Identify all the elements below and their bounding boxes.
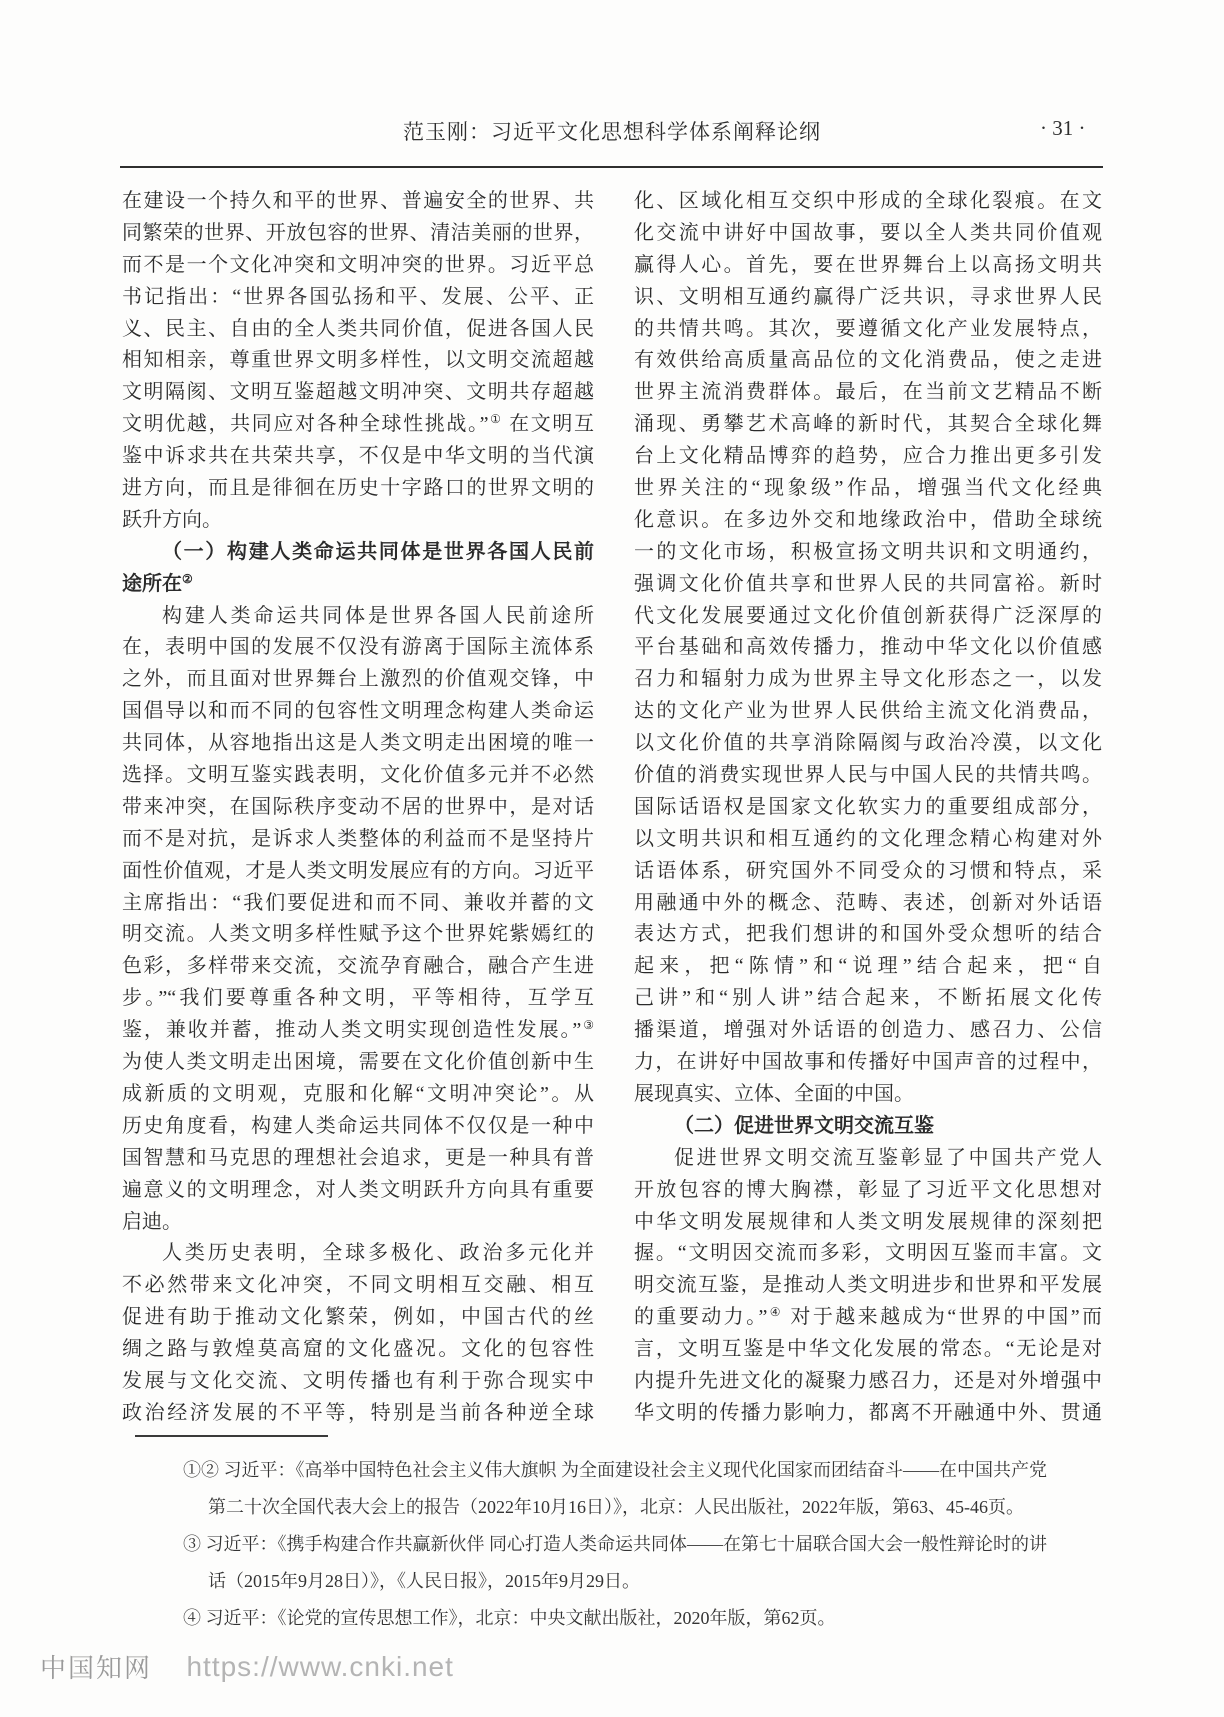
body-text-line: 促进有助于推动文化繁荣，例如，中国古代的丝 <box>122 1306 594 1329</box>
footnote-line: ④ 习近平：《论党的宣传思想工作》，北京：中央文献出版社，2020年版，第62页。 <box>183 1608 836 1628</box>
body-text-line: 台上文化精品博弈的趋势，应合力推出更多引发 <box>634 445 1102 468</box>
body-text-line: 化交流中讲好中国故事，要以全人类共同价值观 <box>634 221 1102 244</box>
body-text-line: 代文化发展要通过文化价值创新获得广泛深厚的 <box>634 604 1102 627</box>
body-text-line: 的共情共鸣。其次，要遵循文化产业发展特点， <box>634 317 1102 340</box>
footnote-line: 第二十次全国代表大会上的报告（2022年10月16日）》，北京：人民出版社，2022年版，第63、45-46页。 <box>208 1497 1024 1517</box>
body-text-line: 国倡导以和而不同的包容性文明理念构建人类命运 <box>122 700 594 723</box>
body-text-line: 价值的消费实现世界人民与中国人民的共情共鸣。 <box>634 764 1102 787</box>
body-text-line: 步。”“我们要尊重各种文明，平等相待，互学互 <box>122 987 594 1010</box>
body-text-line: 有效供给高质量高品位的文化消费品，使之走进 <box>634 349 1102 372</box>
body-text-line: 遍意义的文明理念，对人类文明跃升方向具有重要 <box>122 1178 594 1201</box>
body-text-line: 书记指出：“世界各国弘扬和平、发展、公平、正 <box>122 285 594 308</box>
body-text-line: 播渠道，增强对外话语的创造力、感召力、公信 <box>634 1019 1102 1042</box>
body-text-line: 世界主流消费群体。最后，在当前文艺精品不断 <box>634 381 1102 404</box>
body-text-line: 强调文化价值共享和世界人民的共同富裕。新时 <box>634 572 1102 595</box>
footnote-ref-mark: ③ <box>581 1018 594 1033</box>
body-text-line: 鉴，兼收并蓄，推动人类文明实现创造性发展。”③ <box>122 1018 594 1042</box>
body-text-line: 涌现、勇攀艺术高峰的新时代，其契合全球化舞 <box>634 413 1102 436</box>
body-text-line: 中华文明发展规律和人类文明发展规律的深刻把 <box>634 1210 1102 1233</box>
body-text-line: 带来冲突，在国际秩序变动不居的世界中，是对话 <box>122 795 594 818</box>
footnote-ref-mark: ④ <box>767 1305 783 1320</box>
body-text-line: 国智慧和马克思的理想社会追求，更是一种具有普 <box>122 1146 594 1169</box>
body-text-line: 鉴中诉求共在共荣共享，不仅是中华文明的当代演 <box>122 445 594 468</box>
body-text-line: 启迪。 <box>122 1210 182 1233</box>
body-text-line: 识、文明相互通约赢得广泛共识，寻求世界人民 <box>634 285 1102 308</box>
body-text-line: 选择。文明互鉴实践表明，文化价值多元并不必然 <box>122 764 594 787</box>
body-text-line: 的重要动力。”④ 对于越来越成为“世界的中国”而 <box>634 1305 1102 1329</box>
body-text-line: 召力和辐射力成为世界主导文化形态之一，以发 <box>634 668 1102 691</box>
body-text-line: 在，表明中国的发展不仅没有游离于国际主流体系 <box>122 636 594 659</box>
body-text-line: 国际话语权是国家文化软实力的重要组成部分， <box>634 795 1102 818</box>
body-text-line: （二）促进世界文明交流互鉴 <box>674 1114 934 1137</box>
body-text-line: 发展与文化交流、文明传播也有利于弥合现实中 <box>122 1369 594 1392</box>
footnote-line: ③ 习近平：《携手构建合作共赢新伙伴 同心打造人类命运共同体——在第七十届联合国大会一般性辩论时的讲 <box>183 1534 1047 1554</box>
footnote-ref-mark: ① <box>488 412 503 427</box>
header-rule <box>120 166 1103 168</box>
cnki-brand-label: 中国知网 <box>40 1653 153 1683</box>
body-text-line: 达的文化产业为世界人民供给主流文化消费品， <box>634 700 1102 723</box>
body-text-line: 内提升先进文化的凝聚力感召力，还是对外增强中 <box>634 1369 1102 1392</box>
body-text-line: 相知相亲，尊重世界文明多样性，以文明交流超越 <box>122 349 594 372</box>
cnki-url-label: https://www.cnki.net <box>186 1650 454 1682</box>
body-text-line: 在建设一个持久和平的世界、普遍安全的世界、共 <box>122 190 594 212</box>
right-text-column <box>634 186 1102 1430</box>
body-text-line: 色彩，多样带来交流，交流孕育融合，融合产生进 <box>122 955 594 978</box>
body-text-line: 化、区域化相互交织中形成的全球化裂痕。在文 <box>634 190 1102 212</box>
body-text-line: 构建人类命运共同体是世界各国人民前途所 <box>162 604 594 627</box>
body-text-line: （一）构建人类命运共同体是世界各国人民前 <box>162 540 594 563</box>
body-text-line: 己讲”和“别人讲”结合起来，不断拓展文化传 <box>634 987 1102 1010</box>
body-text-line: 握。“文明因交流而多彩，文明因互鉴而丰富。文 <box>634 1242 1102 1265</box>
footnote-separator <box>135 1435 328 1437</box>
body-text-line: 文明优越，共同应对各种全球性挑战。”① 在文明互 <box>122 412 594 436</box>
body-text-line: 促进世界文明交流互鉴彰显了中国共产党人 <box>674 1146 1102 1169</box>
body-text-line: 赢得人心。首先，要在世界舞台上以高扬文明共 <box>634 253 1102 276</box>
body-text-line: 言，文明互鉴是中华文化发展的常态。“无论是对 <box>634 1338 1102 1361</box>
body-text-line: 一的文化市场，积极宣扬文明共识和文明通约， <box>634 540 1102 563</box>
body-text-line: 同繁荣的世界、开放包容的世界、清洁美丽的世界， <box>122 221 594 244</box>
body-text-line: 文明隔阂、文明互鉴超越文明冲突、文明共存超越 <box>122 381 594 404</box>
body-text-line: 华文明的传播力影响力，都离不开融通中外、贯通 <box>634 1401 1102 1424</box>
footnote-ref-mark: ② <box>182 571 193 586</box>
body-text-line: 之外，而且面对世界舞台上激烈的价值观交锋，中 <box>122 668 594 691</box>
body-text-line: 明交流。人类文明多样性赋予这个世界姹紫嫣红的 <box>122 923 594 946</box>
body-text-line: 开放包容的博大胸襟，彰显了习近平文化思想对 <box>634 1178 1102 1201</box>
body-text-line: 成新质的文明观，克服和化解“文明冲突论”。从 <box>122 1082 594 1105</box>
body-text-line: 跃升方向。 <box>122 508 222 531</box>
body-text-line: 起来，把“陈情”和“说理”结合起来，把“自 <box>634 955 1102 978</box>
body-text-line: 平台基础和高效传播力，推动中华文化以价值感 <box>634 636 1102 659</box>
body-text-line: 明交流互鉴，是推动人类文明进步和世界和平发展 <box>634 1274 1102 1297</box>
body-text-line: 而不是对抗，是诉求人类整体的利益而不是坚持片 <box>122 827 594 850</box>
body-text-line: 力，在讲好中国故事和传播好中国声音的过程中， <box>634 1051 1102 1074</box>
body-text-line: 人类历史表明，全球多极化、政治多元化并 <box>162 1242 594 1265</box>
body-text-line: 义、民主、自由的全人类共同价值，促进各国人民 <box>122 317 594 340</box>
body-text-line: 世界关注的“现象级”作品，增强当代文化经典 <box>634 477 1102 500</box>
footnotes-block <box>183 1452 1108 1637</box>
body-text-line: 展现真实、立体、全面的中国。 <box>634 1082 914 1105</box>
body-text-line: 进方向，而且是徘徊在历史十字路口的世界文明的 <box>122 477 594 500</box>
body-text-line: 用融通中外的概念、范畴、表述，创新对外话语 <box>634 891 1102 914</box>
body-text-line: 历史角度看，构建人类命运共同体不仅仅是一种中 <box>122 1114 594 1137</box>
left-text-column <box>122 186 594 1430</box>
body-text-line: 表达方式，把我们想讲的和国外受众想听的结合 <box>634 923 1102 946</box>
body-text-line: 不必然带来文化冲突，不同文明相互交融、相互 <box>122 1274 594 1297</box>
body-text-line: 途所在② <box>122 571 193 595</box>
body-text-line: 以文明共识和相互通约的文化理念精心构建对外 <box>634 827 1102 850</box>
body-text-line: 政治经济发展的不平等，特别是当前各种逆全球 <box>122 1401 594 1424</box>
running-head-title: 范玉刚：习近平文化思想科学体系阐释论纲 <box>403 120 821 144</box>
body-text-line: 而不是一个文化冲突和文明冲突的世界。习近平总 <box>122 253 594 276</box>
cnki-watermark <box>40 1648 454 1688</box>
body-text-line: 为使人类文明走出困境，需要在文化价值创新中生 <box>122 1051 594 1074</box>
body-text-line: 共同体，从容地指出这是人类文明走出困境的唯一 <box>122 732 594 755</box>
footnote-line: ①② 习近平：《高举中国特色社会主义伟大旗帜 为全面建设社会主义现代化国家而团结奋斗——在中国共产党 <box>183 1460 1047 1480</box>
body-text-line: 化意识。在多边外交和地缘政治中，借助全球统 <box>634 508 1102 531</box>
body-text-line: 面性价值观，才是人类文明发展应有的方向。习近平 <box>122 859 594 882</box>
page-number: · 31 · <box>1040 116 1086 140</box>
body-text-line: 以文化价值的共享消除隔阂与政治冷漠，以文化 <box>634 732 1102 755</box>
footnote-line: 话（2015年9月28日）》，《人民日报》，2015年9月29日。 <box>208 1571 640 1591</box>
body-text-line: 绸之路与敦煌莫高窟的文化盛况。文化的包容性 <box>122 1338 594 1361</box>
body-text-line: 话语体系，研究国外不同受众的习惯和特点，采 <box>634 859 1102 882</box>
body-text-line: 主席指出：“我们要促进和而不同、兼收并蓄的文 <box>122 891 594 914</box>
